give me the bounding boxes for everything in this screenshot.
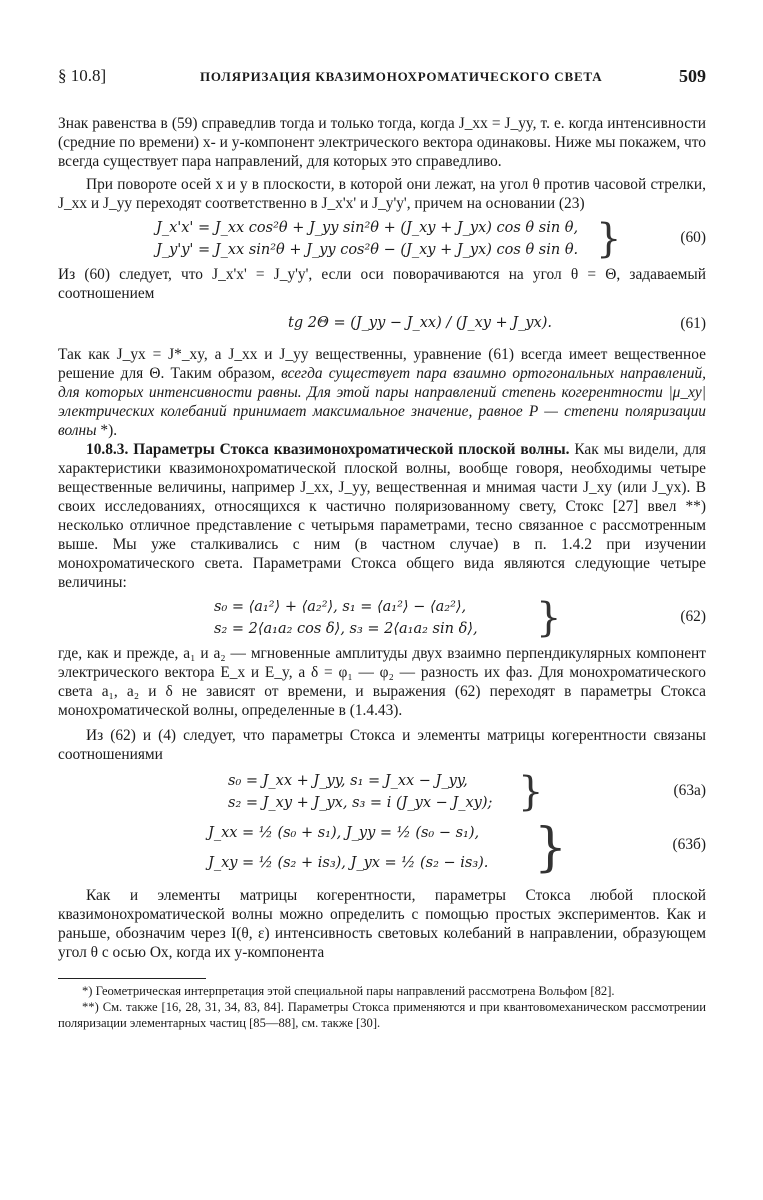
equation-61 [58,307,706,341]
equation-62-brace: } [536,595,562,641]
paragraph-8: Как и элементы матрицы когерентности, параметры Стокса любой плоской квазимонохроматической волны можно определить с помощью простых экспериментов. Как и раньше, обозначим через I(θ, ε) интенсивность световых колебаний в направлении, образующем угол θ с осью Ox, когда их y-компонента [58,887,706,961]
footnote-1: *) Геометрическая интерпретация этой специальной пары направлений рассмотрена Вольфом [82]. [82,984,615,998]
equation-60-number: (60) [680,229,706,246]
equation-63b-line-2: J_xy = ½ (s₂ + is₃), J_yx = ½ (s₂ − is₃). [208,855,489,871]
paragraph-2: При повороте осей x и y в плоскости, в которой они лежат, на угол θ против часовой стрелки, J_xx и J_yy переходят соответственно в J_x'x' и J_y'y', причем на основании (23) [58,176,706,212]
paragraph-4-italic: всегда существует пара взаимно ортогональных направлений, для которых интенсивности равны. Для этой пары направлений степень когерентности |μ_xy| электрических колебаний принимает максимальное значение, равное P — степени поляризации волны [58,365,706,439]
equation-63a-brace: } [518,769,544,815]
paragraph-5 [58,440,706,592]
paragraph-3: Из (60) следует, что J_x'x' = J_y'y', если оси поворачиваются на угол θ = Θ, задаваемый соотношением [58,266,706,302]
paragraph-5-body: Как мы видели, для характеристики квазимонохроматической плоской волны, вообще говоря, необходимы четыре вещественные величины, например J_xx, J_yy, вещественная и мнимая части J_xy (или J_yx). В своих исследованиях, относящихся к частично поляризованному свету, Стокс [27] ввел **) несколько отличное представление с четырьмя параметрами, тесно связанное с рассмотренным выше. Мы уже сталкивались с ним (в частном случае) в п. 1.4.2 при изучении монохроматического света. Параметрами Стокса общего вида являются следующие четыре величины: [58,441,706,591]
page [58,66,706,1031]
equation-61-formula: tg 2Θ = (J_yy − J_xx) / (J_xy + J_yx). [288,315,553,331]
equation-63b-brace: } [534,818,568,878]
equation-63a [228,770,706,814]
page-number: 509 [679,66,706,86]
equation-60-brace: } [596,216,622,262]
running-header [58,66,706,92]
equation-63b [208,818,706,878]
equation-63b-number: (63б) [672,836,706,853]
paragraph-6: где, как и прежде, a₁ и a₂ — мгновенные амплитуды двух взаимно перпендикулярных компонент электрического вектора E_x и E_y, а δ = φ₁ — φ₂ — разность их фаз. Для монохроматического света a₁, a₂ и δ не зависят от времени, и выражения (62) переходят в параметры Стокса монохроматической волны, определенные в (1.4.43). [58,645,706,719]
equation-63a-line-1: s₀ = J_xx + J_yy, s₁ = J_xx − J_yy, [228,773,468,789]
equation-60 [156,217,706,261]
footnote-2: **) См. также [16, 28, 31, 34, 83, 84]. Параметры Стокса применяются и при квантовомеханическом рассмотрении поляризации элементарных частиц [85—88], см. также [30]. [58,1000,706,1030]
paragraph-7: Из (62) и (4) следует, что параметры Стокса и элементы матрицы когерентности связаны соотношениями [58,727,706,763]
equation-60-line-1: J_x'x' = J_xx cos²θ + J_yy sin²θ + (J_xy + J_yx) cos θ sin θ, [156,220,579,236]
subsection-heading: 10.8.3. Параметры Стокса квазимонохроматической плоской волны. [86,441,570,458]
equation-63a-line-2: s₂ = J_xy + J_yx, s₃ = i (J_yx − J_xy); [228,795,493,811]
equation-62-line-2: s₂ = 2⟨a₁a₂ cos δ⟩, s₃ = 2⟨a₁a₂ sin δ⟩, [214,621,478,637]
paragraph-4-start: Так как J_yx = J*_xy, а J_xx и J_yy вещественны, уравнение (61) всегда имеет вещественное решение для Θ. Таким образом, [58,346,706,382]
equation-62-number: (62) [680,608,706,625]
running-title: ПОЛЯРИЗАЦИЯ КВАЗИМОНОХРОМАТИЧЕСКОГО СВЕТА [200,69,603,84]
footnote-separator [58,978,206,979]
equation-63b-line-1: J_xx = ½ (s₀ + s₁), J_yy = ½ (s₀ − s₁), [208,825,480,841]
equation-62 [214,596,706,640]
equation-63a-number: (63а) [673,782,706,799]
paragraph-4-end: *). [96,422,118,439]
equation-62-line-1: s₀ = ⟨a₁²⟩ + ⟨a₂²⟩, s₁ = ⟨a₁²⟩ − ⟨a₂²⟩, [214,599,467,615]
paragraph-1: Знак равенства в (59) справедлив тогда и только тогда, когда J_xx = J_yy, т. е. когда интенсивности (средние по времени) x- и y-компонент электрического вектора одинаковы. Ниже мы покажем, что всегда существует пара направлений, для которых это справедливо. [58,115,706,170]
section-ref: § 10.8] [58,66,107,85]
equation-60-line-2: J_y'y' = J_xx sin²θ + J_yy cos²θ − (J_xy + J_yx) cos θ sin θ. [156,242,579,258]
equation-61-number: (61) [680,315,706,332]
paragraph-4 [58,345,706,440]
